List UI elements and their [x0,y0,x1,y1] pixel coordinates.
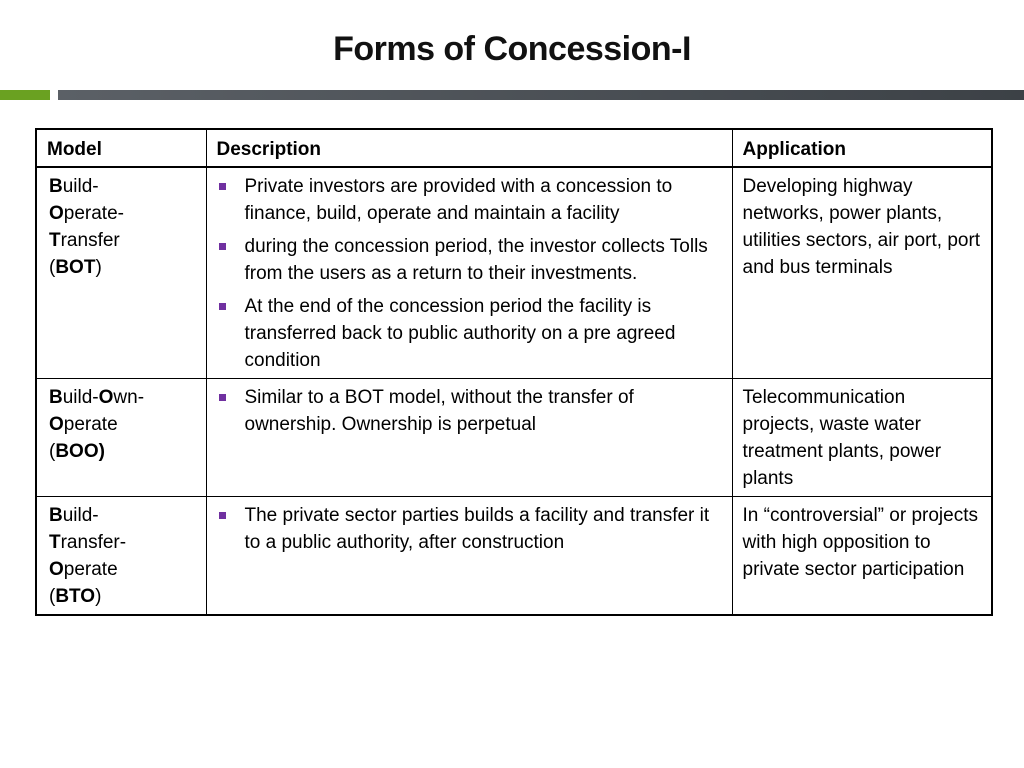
description-cell-boo [206,379,732,497]
description-cell-bot [206,167,732,379]
table-row [36,379,992,497]
square-bullet-icon [219,394,226,401]
model-cell-bot [36,167,206,379]
model-cell-boo [36,379,206,497]
model-line: Operate [49,414,118,435]
description-bullet-item: during the concession period, the investor collects Tolls from the users as a return to their investments. [217,233,722,287]
description-bullet-item: The private sector parties builds a facility and transfer it to a public authority, after construction [217,502,722,556]
header-model: Model [36,129,206,167]
table-header-row [36,129,992,167]
application-cell-boo: Telecommunication projects, waste water treatment plants, power plants [732,379,992,497]
model-line: Operate [49,559,118,580]
square-bullet-icon [219,183,226,190]
model-abbreviation: (BTO) [49,586,102,607]
description-cell-bto [206,497,732,616]
slide-title: Forms of Concession-I [333,30,691,68]
header-application: Application [732,129,992,167]
model-line: Build- [49,505,99,526]
square-bullet-icon [219,303,226,310]
model-abbreviation: (BOO) [49,441,105,462]
model-line: Build-Own- [49,387,145,408]
square-bullet-icon [219,512,226,519]
application-cell-bot: Developing highway networks, power plants, utilities sectors, air port, port and bus terminals [732,167,992,379]
title-accent-bar-gray [58,90,1024,100]
square-bullet-icon [219,243,226,250]
description-bullet-item: Similar to a BOT model, without the transfer of ownership. Ownership is perpetual [217,384,722,438]
application-cell-bto: In “controversial” or projects with high opposition to private sector participation [732,497,992,616]
table-row [36,497,992,616]
model-line: Build- [49,176,99,197]
header-description: Description [206,129,732,167]
description-bullet-item: Private investors are provided with a concession to finance, build, operate and maintain a facility [217,173,722,227]
model-line: Operate- [49,203,124,224]
model-line: Transfer- [49,532,127,553]
concession-table [35,128,993,616]
title-accent-bar-green [0,90,50,100]
model-cell-bto [36,497,206,616]
model-line: Transfer [49,230,120,251]
model-abbreviation: (BOT) [49,257,102,278]
description-bullet-item: At the end of the concession period the facility is transferred back to public authority on a pre agreed condition [217,293,722,374]
table-row [36,167,992,379]
